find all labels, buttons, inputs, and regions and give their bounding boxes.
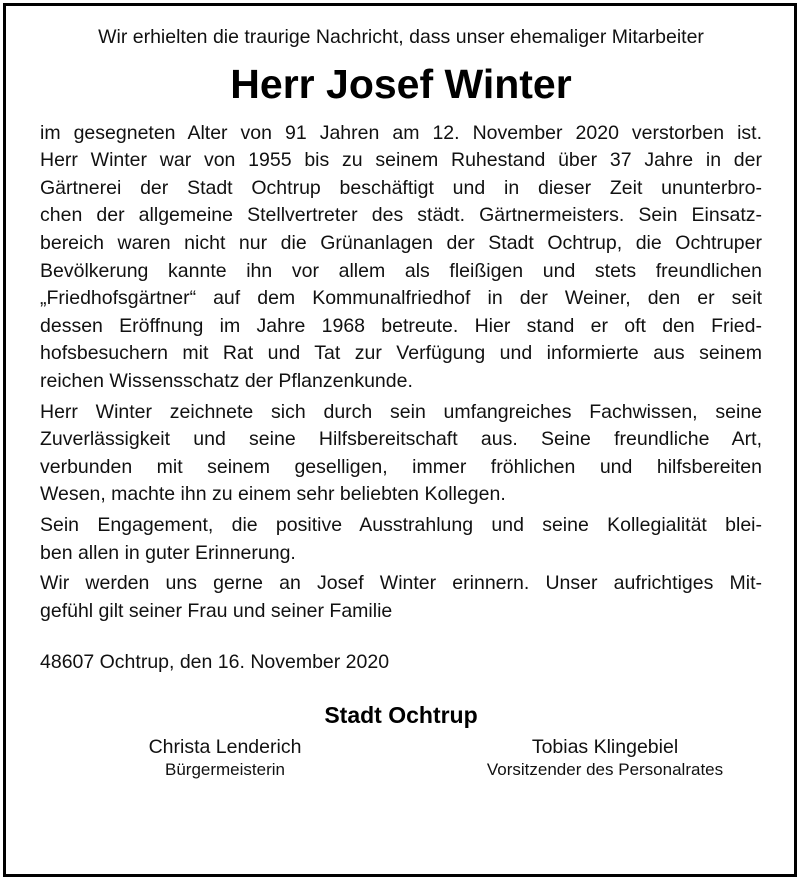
text-line: Zuverlässigkeit und seine Hilfsbereitschaft aus. Seine freundliche Art, (40, 428, 762, 451)
text-line: „Friedhofsgärtner“ auf dem Kommunalfriedhof in der Weiner, den er seit (40, 287, 762, 310)
text-line: Wir werden uns gerne an Josef Winter erinnern. Unser aufrichtiges Mit- (40, 572, 762, 595)
text-line: Gärtnerei der Stadt Ochtrup beschäftigt und in dieser Zeit ununterbro- (40, 176, 762, 199)
paragraph-biography (40, 120, 762, 396)
text-line: dessen Eröffnung im Jahre 1968 betreute. Hier stand er oft den Fried- (40, 314, 762, 337)
notice-content (40, 24, 762, 795)
notice-frame (3, 3, 797, 877)
text-line: im gesegneten Alter von 91 Jahren am 12. November 2020 verstorben ist. (40, 121, 762, 144)
deceased-name: Herr Josef Winter (230, 60, 572, 107)
signer-name: Tobias Klingebiel (531, 735, 679, 758)
signer-role: Vorsitzender des Personalrates (486, 759, 724, 779)
text-line: Herr Winter war von 1955 bis zu seinem Ruhestand über 37 Jahre in der (40, 149, 762, 172)
text-line: ben allen in guter Erinnerung. (40, 541, 296, 564)
text-line: hofsbesuchern mit Rat und Tat zur Verfügung und informierte aus seinem (40, 342, 762, 365)
intro-text: Wir erhielten die traurige Nachricht, dass unser ehemaliger Mitarbeiter (98, 26, 704, 48)
paragraph-engagement (40, 512, 762, 567)
text-line: Wesen, machte ihn zu einem sehr beliebten Kollegen. (40, 483, 506, 506)
text-line: verbunden mit seinem geselligen, immer fröhlichen und hilfsbereiten (40, 455, 762, 478)
signer-role: Bürgermeisterin (165, 759, 285, 779)
organization-name: Stadt Ochtrup (324, 701, 478, 728)
text-line: Sein Engagement, die positive Ausstrahlung und seine Kollegialität blei- (40, 513, 762, 536)
text-line: reichen Wissensschatz der Pflanzenkunde. (40, 369, 413, 392)
signer-name: Christa Lenderich (148, 735, 302, 758)
paragraph-qualities (40, 399, 762, 509)
signers (40, 735, 762, 795)
text-line: chen der allgemeine Stellvertreter des städt. Gärtnermeisters. Sein Einsatz- (40, 204, 762, 227)
text-line: gefühl gilt seiner Frau und seiner Familie (40, 599, 393, 622)
text-line: bereich waren nicht nur die Grünanlagen der Stadt Ochtrup, die Ochtruper (40, 231, 762, 254)
signer-mayor (100, 735, 350, 781)
paragraph-condolence (40, 570, 762, 625)
text-line: Herr Winter zeichnete sich durch sein umfangreiches Fachwissen, seine (40, 400, 762, 423)
dateline: 48607 Ochtrup, den 16. November 2020 (40, 651, 390, 674)
text-line: Bevölkerung kannte ihn vor allem als fleißigen und stets freundlichen (40, 259, 762, 282)
signer-staff-council (450, 735, 760, 781)
